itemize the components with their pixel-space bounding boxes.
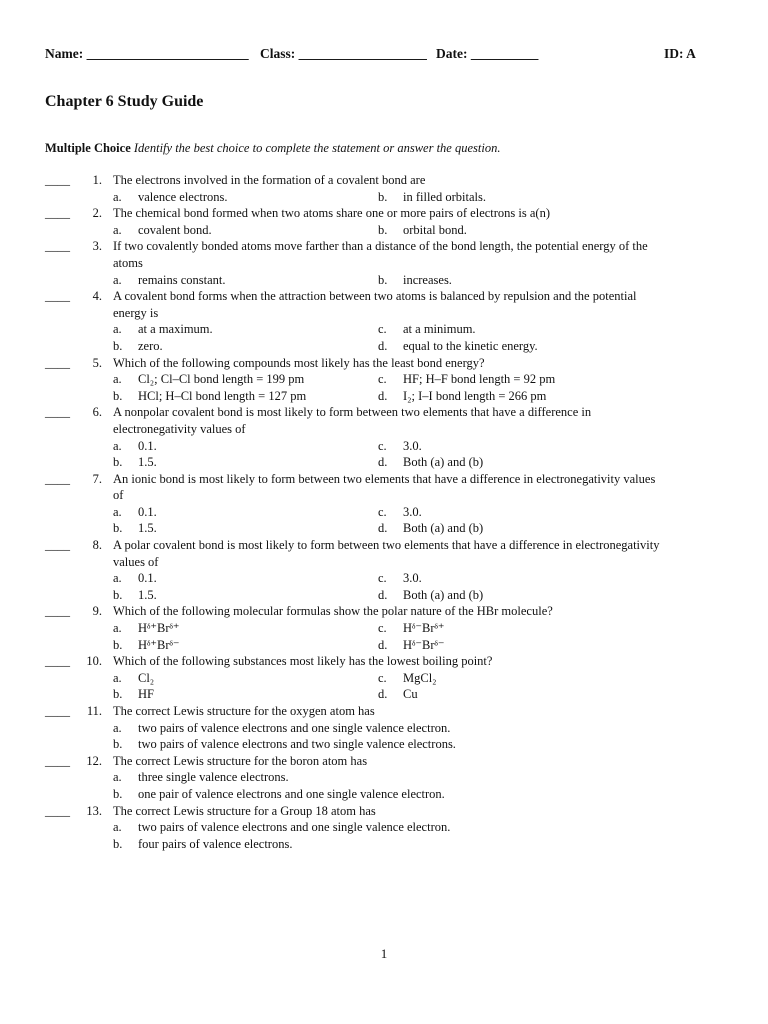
option-text: I₂; I–I bond length = 266 pm (403, 388, 547, 403)
answer-blank[interactable]: ____ (45, 206, 70, 221)
option-text: orbital bond. (403, 222, 467, 237)
option-letter: b. (113, 836, 123, 851)
option-letter: b. (113, 687, 123, 702)
option-letter: a. (113, 189, 122, 204)
question-text: of (113, 488, 124, 503)
option-row (0, 504, 768, 521)
option-text: covalent bond. (138, 222, 212, 237)
option-row (0, 189, 768, 206)
question-line (0, 355, 768, 372)
question-line (0, 554, 768, 571)
option-letter: b. (113, 338, 123, 353)
instructions (45, 141, 500, 156)
question-number: 6. (92, 405, 102, 420)
answer-blank[interactable]: ____ (45, 355, 70, 370)
option-letter: b. (113, 455, 123, 470)
option-text: valence electrons. (138, 189, 228, 204)
option-letter: c. (378, 504, 387, 519)
option-letter: d. (378, 388, 388, 403)
option-letter: b. (113, 388, 123, 403)
option-letter: c. (378, 621, 387, 636)
option-text: Both (a) and (b) (403, 455, 484, 470)
question-text: energy is (113, 305, 159, 320)
option-text: 0.1. (138, 504, 157, 519)
option-text: 1.5. (138, 587, 157, 602)
question-line (0, 753, 768, 770)
question-item (0, 404, 768, 470)
question-line (0, 288, 768, 305)
option-text: two pairs of valence electrons and two single valence electrons. (138, 737, 456, 752)
option-row (0, 272, 768, 289)
option-letter: a. (113, 621, 122, 636)
option-letter: a. (113, 720, 122, 735)
question-item (0, 288, 768, 354)
question-number: 9. (92, 604, 102, 619)
option-letter: d. (378, 338, 388, 353)
option-text: zero. (138, 338, 163, 353)
option-row (0, 686, 768, 703)
question-text: A covalent bond forms when the attraction between two atoms is balanced by repulsion and the potential (113, 289, 637, 304)
option-letter: a. (113, 670, 122, 685)
option-row (0, 736, 768, 753)
answer-blank[interactable]: ____ (45, 239, 70, 254)
question-line (0, 537, 768, 554)
option-letter: b. (113, 521, 123, 536)
option-row (0, 438, 768, 455)
question-item (0, 205, 768, 238)
question-text: The correct Lewis structure for a Group 18 atom has (113, 803, 376, 818)
option-letter: c. (378, 322, 387, 337)
option-letter: c. (378, 670, 387, 685)
option-row (0, 819, 768, 836)
option-letter: d. (378, 587, 388, 602)
option-row (0, 620, 768, 637)
option-text: Cu (403, 687, 418, 702)
question-item (0, 603, 768, 653)
question-line (0, 803, 768, 820)
question-text: An ionic bond is most likely to form between two elements that have a difference in electronegativity values (113, 471, 656, 486)
option-letter: b. (113, 737, 123, 752)
option-text: 1.5. (138, 455, 157, 470)
answer-blank[interactable]: ____ (45, 538, 70, 553)
option-text: increases. (403, 272, 452, 287)
answer-blank[interactable]: ____ (45, 405, 70, 420)
option-letter: b. (113, 786, 123, 801)
option-text: 0.1. (138, 438, 157, 453)
option-letter: a. (113, 272, 122, 287)
option-row (0, 720, 768, 737)
option-letter: b. (378, 272, 388, 287)
option-row (0, 670, 768, 687)
question-text: values of (113, 554, 159, 569)
question-text: If two covalently bonded atoms move farther than a distance of the bond length, the potential energy of the (113, 239, 648, 254)
option-letter: a. (113, 438, 122, 453)
question-text: Which of the following molecular formulas show the polar nature of the HBr molecule? (113, 604, 553, 619)
option-letter: a. (113, 504, 122, 519)
question-text: A polar covalent bond is most likely to form between two elements that have a difference in electronegativity (113, 538, 660, 553)
question-number: 12. (86, 753, 102, 768)
option-letter: b. (113, 587, 123, 602)
question-number: 13. (86, 803, 102, 818)
question-line (0, 703, 768, 720)
option-text: remains constant. (138, 272, 226, 287)
option-letter: a. (113, 770, 122, 785)
option-letter: b. (378, 222, 388, 237)
option-row (0, 321, 768, 338)
question-text: electronegativity values of (113, 421, 246, 436)
option-text: equal to the kinetic energy. (403, 338, 538, 353)
option-row (0, 338, 768, 355)
option-text: 1.5. (138, 521, 157, 536)
answer-blank[interactable]: ____ (45, 803, 70, 818)
question-item (0, 753, 768, 803)
answer-blank[interactable]: ____ (45, 704, 70, 718)
option-letter: a. (113, 372, 122, 387)
question-text: A nonpolar covalent bond is most likely to form between two elements that have a difference in (113, 405, 592, 420)
question-item (0, 172, 768, 205)
option-text: Hᵟ⁻Brᵟ⁻ (403, 637, 445, 652)
option-row (0, 388, 768, 405)
question-text: Which of the following compounds most likely has the least bond energy? (113, 355, 485, 370)
option-text: HF; H–F bond length = 92 pm (403, 372, 556, 387)
question-item (0, 803, 768, 853)
option-text: in filled orbitals. (403, 189, 486, 204)
option-text: four pairs of valence electrons. (138, 836, 293, 851)
page-number: 1 (380, 946, 388, 961)
option-row (0, 371, 768, 388)
option-letter: b. (378, 189, 388, 204)
question-line (0, 404, 768, 421)
answer-blank[interactable]: ____ (45, 173, 70, 187)
option-text: one pair of valence electrons and one single valence electron. (138, 786, 445, 801)
page-title: Chapter 6 Study Guide (45, 93, 204, 110)
instructions-text: Identify the best choice to complete the statement or answer the question. (133, 141, 501, 155)
question-item (0, 703, 768, 753)
question-line (0, 421, 768, 438)
question-line (0, 205, 768, 222)
question-text: The correct Lewis structure for the oxygen atom has (113, 704, 375, 718)
option-text: Both (a) and (b) (403, 521, 484, 536)
question-list (0, 172, 768, 852)
option-text: three single valence electrons. (138, 770, 289, 785)
question-line (0, 172, 768, 189)
date-field: Date: __________ (436, 46, 539, 61)
option-text: Cl₂; Cl–Cl bond length = 199 pm (138, 372, 305, 387)
option-letter: d. (378, 687, 388, 702)
option-text: 3.0. (403, 438, 422, 453)
question-text: The electrons involved in the formation of a covalent bond are (113, 173, 426, 187)
option-letter: a. (113, 322, 122, 337)
option-text: Hᵟ⁺Brᵟ⁺ (138, 621, 180, 636)
answer-blank[interactable]: ____ (45, 654, 70, 669)
option-row (0, 836, 768, 853)
option-letter: c. (378, 571, 387, 586)
id-label: ID: A (664, 46, 696, 61)
question-line (0, 238, 768, 255)
option-text: two pairs of valence electrons and one single valence electron. (138, 820, 451, 835)
option-text: Hᵟ⁻Brᵟ⁺ (403, 621, 445, 636)
option-text: two pairs of valence electrons and one single valence electron. (138, 720, 451, 735)
option-text: HF (138, 687, 154, 702)
option-text: MgCl₂ (403, 670, 437, 685)
question-line (0, 305, 768, 322)
option-text: 3.0. (403, 571, 422, 586)
question-line (0, 653, 768, 670)
option-row (0, 769, 768, 786)
answer-blank[interactable]: ____ (45, 604, 70, 619)
answer-blank[interactable]: ____ (45, 471, 70, 486)
option-row (0, 454, 768, 471)
question-number: 2. (92, 206, 102, 221)
option-text: 0.1. (138, 571, 157, 586)
option-letter: a. (113, 222, 122, 237)
question-number: 7. (92, 471, 102, 486)
option-letter: d. (378, 455, 388, 470)
question-item (0, 471, 768, 537)
option-text: Cl₂ (138, 670, 155, 685)
option-letter: d. (378, 637, 388, 652)
question-number: 8. (92, 538, 102, 553)
question-number: 5. (92, 355, 102, 370)
option-letter: d. (378, 521, 388, 536)
option-text: HCl; H–Cl bond length = 127 pm (138, 388, 307, 403)
answer-blank[interactable]: ____ (45, 753, 70, 768)
question-line (0, 603, 768, 620)
question-line (0, 255, 768, 272)
option-row (0, 786, 768, 803)
section-label: Multiple Choice (45, 141, 131, 155)
question-number: 11. (86, 704, 102, 718)
question-text: atoms (113, 255, 143, 270)
question-line (0, 487, 768, 504)
question-text: The correct Lewis structure for the boron atom has (113, 753, 368, 768)
question-item (0, 653, 768, 703)
option-row (0, 587, 768, 604)
option-text: at a maximum. (138, 322, 213, 337)
question-number: 3. (92, 239, 102, 254)
option-row (0, 637, 768, 654)
question-number: 10. (86, 654, 102, 669)
class-field: Class: ___________________ (260, 46, 427, 61)
question-text: Which of the following substances most likely has the lowest boiling point? (113, 654, 493, 669)
name-field: Name: ________________________ (45, 46, 249, 61)
option-row (0, 222, 768, 239)
question-line (0, 471, 768, 488)
question-number: 4. (92, 289, 102, 304)
question-item (0, 537, 768, 603)
option-letter: b. (113, 637, 123, 652)
question-item (0, 355, 768, 405)
answer-blank[interactable]: ____ (45, 289, 70, 304)
question-number: 1. (92, 173, 102, 187)
option-letter: c. (378, 372, 387, 387)
option-text: Hᵟ⁺Brᵟ⁻ (138, 637, 180, 652)
option-letter: a. (113, 571, 122, 586)
option-text: 3.0. (403, 504, 422, 519)
option-row (0, 520, 768, 537)
question-item (0, 238, 768, 288)
question-text: The chemical bond formed when two atoms share one or more pairs of electrons is a(n) (113, 206, 551, 221)
option-text: at a minimum. (403, 322, 476, 337)
option-row (0, 570, 768, 587)
option-text: Both (a) and (b) (403, 587, 484, 602)
option-letter: a. (113, 820, 122, 835)
option-letter: c. (378, 438, 387, 453)
